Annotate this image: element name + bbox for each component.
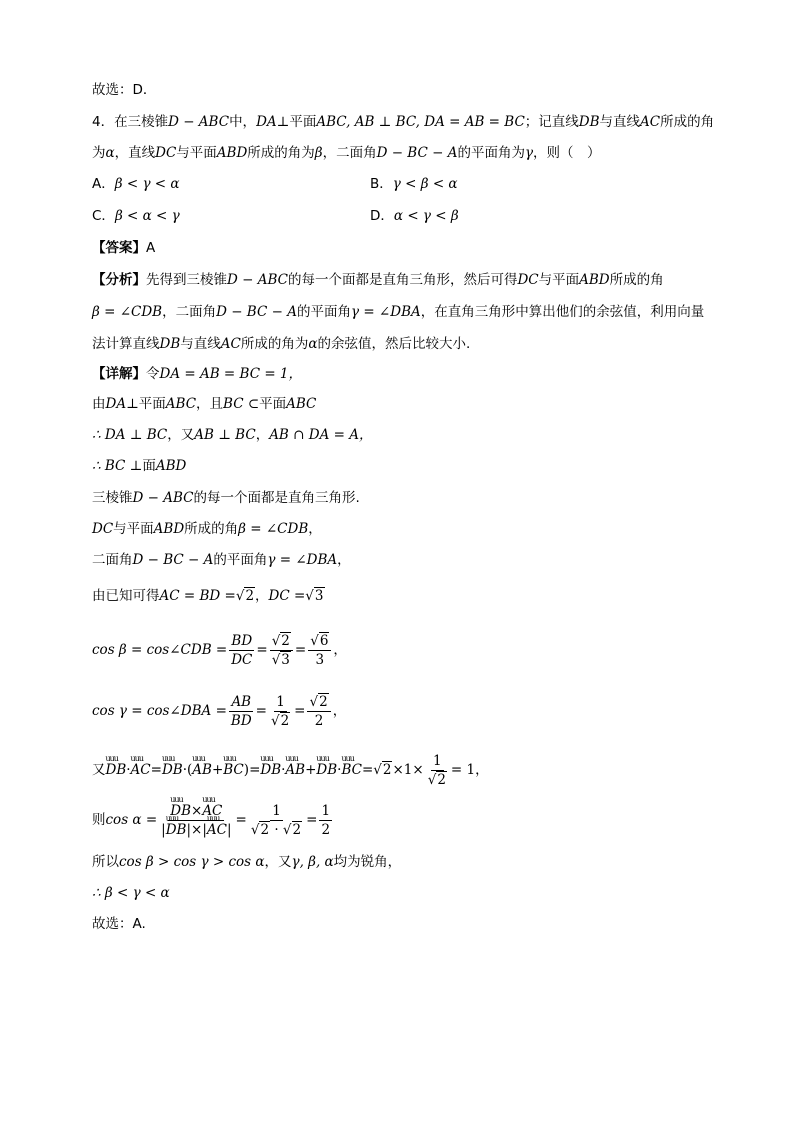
d-math: cos α = — [105, 812, 158, 828]
radicand: 3 — [281, 651, 290, 668]
d-text: ， — [337, 552, 351, 568]
cos-beta-equation — [92, 628, 347, 672]
vector-db: uuu DB — [162, 748, 183, 792]
vector-db: uuu DB — [166, 821, 187, 839]
detail-line-7 — [92, 550, 351, 570]
a-math: β = ∠CDB — [92, 304, 163, 320]
d-math: · — [281, 762, 286, 778]
fraction — [229, 632, 254, 669]
d-math: ∴ BC ⊥ — [92, 458, 143, 474]
d-text: ， — [308, 521, 322, 537]
option-label: C． — [92, 208, 115, 224]
numerator: 1 — [321, 802, 331, 819]
d-math: ABD — [155, 458, 187, 474]
d-text: 二面角 — [92, 552, 133, 568]
d-math: β = ∠CDB — [238, 521, 309, 537]
d-math: = — [256, 642, 268, 658]
d-text: 所成的角 — [184, 521, 239, 537]
a-math: DC — [517, 272, 539, 288]
a-text: 所成的角为 — [240, 336, 309, 352]
d-text: ， — [255, 427, 270, 443]
fraction — [308, 632, 331, 669]
analysis-line-1 — [92, 270, 664, 290]
previous-answer: 故选：D． — [92, 82, 157, 98]
a-text: 的每一个面都是直角三角形，然后可得 — [287, 272, 518, 288]
d-text: 令 — [146, 366, 160, 382]
d-math: ×1× — [392, 762, 424, 778]
analysis-tag: 【分析】 — [92, 272, 146, 288]
d-math: γ, β, α — [291, 854, 334, 870]
q-text: 的平面角为 — [457, 145, 525, 161]
radicand: 2 — [437, 771, 446, 788]
numerator: 1 — [276, 693, 285, 710]
d-math: DC — [92, 521, 114, 537]
vector-ac: uuu AC — [202, 802, 222, 820]
denominator: √2 — [427, 771, 446, 788]
detail-line-14 — [92, 883, 170, 903]
q-math: DC — [155, 145, 177, 161]
d-math: + — [211, 762, 224, 778]
fraction — [426, 752, 449, 789]
q-math: γ — [524, 145, 534, 161]
numerator: √2 — [270, 632, 293, 651]
analysis-line-2 — [92, 302, 704, 322]
vector-bc: uuu BC — [223, 748, 244, 792]
option-expr: α < γ < β — [393, 208, 459, 224]
d-math: D − BC − A — [132, 552, 214, 568]
radicand: 3 — [314, 588, 324, 604]
cos-gamma-equation — [92, 689, 346, 733]
vector-db: uuu DB — [170, 802, 191, 820]
q-math: ABC, AB ⊥ BC, DA = AB = BC — [316, 114, 525, 130]
d-math: DA⊥ — [105, 396, 139, 412]
fraction — [319, 802, 332, 839]
q-text: 与平面 — [176, 145, 217, 161]
vector-db: uuu DB — [106, 748, 127, 792]
answer-tag: 【答案】 — [92, 240, 146, 256]
fraction — [159, 802, 233, 839]
d-math: DC = — [268, 588, 306, 604]
a-text: 的平面角 — [296, 304, 351, 320]
radicand: 2 — [292, 821, 302, 838]
vector-db: uuu DB — [260, 748, 281, 792]
numerator: BD — [231, 632, 253, 649]
q-math: α — [105, 145, 115, 161]
d-math: DA = AB = BC = 1， — [159, 366, 303, 382]
fraction — [229, 693, 254, 730]
option-expr: γ < β < α — [392, 176, 458, 192]
d-math: = — [294, 642, 307, 658]
option-expr: β < α < γ — [114, 208, 180, 224]
sqrt-3: √3 — [305, 588, 324, 604]
d-math: AC = BD = — [159, 588, 236, 604]
radicand: 2 — [260, 821, 270, 838]
d-text: 平面 — [259, 396, 287, 412]
option-label: D． — [370, 208, 394, 224]
option-b — [370, 174, 458, 194]
detail-line-5 — [92, 488, 360, 508]
a-text: 的余弦值，然后比较大小. — [317, 336, 471, 352]
q-text: 中， — [229, 114, 257, 130]
question-line-2 — [92, 143, 601, 163]
d-math: BC ⊂ — [223, 396, 260, 412]
q-math: β — [314, 145, 323, 161]
fraction — [269, 693, 292, 730]
numerator: uuu DB×uuu AC — [168, 802, 224, 821]
option-a — [92, 174, 180, 194]
radicand: 2 — [319, 693, 328, 710]
q-text: 所成的角为 — [247, 145, 315, 161]
denominator: 2 — [314, 712, 324, 729]
d-text: 平面 — [138, 396, 166, 412]
detail-tag: 【详解】 — [92, 366, 146, 382]
detail-line-3 — [92, 425, 372, 445]
d-math: · — [182, 762, 187, 778]
dot-product-equation: 又uuu DB·uuu AC=uuu DB·(uuu AB+uuu BC)=uuu DB·uuu AB+uuu DB·uuu BC=√2×1× $\frac{1}{√2}$ = 1， — [92, 748, 489, 792]
d-text: 三棱锥 — [92, 490, 133, 506]
q-text: 为 — [92, 145, 106, 161]
vector-ab: uuu AB — [285, 748, 305, 792]
radicand: 2 — [245, 588, 255, 604]
q-math: AC — [640, 114, 661, 130]
d-math: = — [306, 812, 318, 828]
q-text: ，二面角 — [322, 145, 377, 161]
d-text: 则 — [92, 812, 106, 828]
a-text: 与直线 — [180, 336, 221, 352]
detail-line-13 — [92, 852, 401, 872]
detail-line-4 — [92, 456, 186, 476]
q-math: D − ABC — [168, 114, 230, 130]
a-text: ，二面角 — [162, 304, 217, 320]
a-math: D − BC − A — [216, 304, 297, 320]
a-math: γ = ∠DBA — [350, 304, 421, 320]
detail-line-1 — [92, 364, 302, 384]
vector-ab: uuu AB — [192, 748, 212, 792]
answer-line — [92, 238, 155, 258]
d-text: 的每一个面都是直角三角形. — [193, 490, 360, 506]
d-text: 的平面角 — [213, 552, 268, 568]
d-text: 由已知可得 — [92, 588, 160, 604]
vector-bc: uuu BC — [341, 748, 362, 792]
a-math: ABD — [579, 272, 610, 288]
cos-alpha-equation — [92, 798, 334, 842]
d-math: = — [255, 703, 267, 719]
option-d — [370, 206, 459, 226]
d-math: AB ⊥ BC — [194, 427, 256, 443]
radicand: 2 — [382, 762, 392, 778]
q-text: ，则（ ） — [533, 145, 601, 161]
q-text: 与直线 — [599, 114, 641, 130]
numerator: √2 — [307, 693, 330, 712]
a-text: 先得到三棱锥 — [146, 272, 227, 288]
d-math: = — [150, 762, 162, 778]
option-label: B． — [370, 176, 393, 192]
radicand: 2 — [281, 632, 290, 649]
denominator: 3 — [315, 651, 325, 668]
d-math: ∴ DA ⊥ BC — [92, 427, 168, 443]
fraction — [249, 802, 304, 839]
a-math: α — [308, 336, 318, 352]
option-label: A． — [92, 176, 115, 192]
q-text: 所成的角 — [660, 114, 715, 130]
numerator: AB — [231, 693, 252, 710]
numerator: 1 — [272, 802, 281, 819]
option-c — [92, 206, 180, 226]
d-math: D − ABC — [132, 490, 194, 506]
fraction — [307, 693, 330, 730]
final-answer: 故选：A. — [92, 916, 146, 932]
q-math: ABD — [216, 145, 248, 161]
d-math: = 1， — [450, 762, 489, 778]
fraction — [270, 632, 293, 669]
a-math: D − ABC — [227, 272, 288, 288]
detail-line-2 — [92, 394, 316, 414]
a-text: 所成的角 — [609, 272, 664, 288]
radicand: 6 — [319, 632, 329, 649]
vector-ac: uuu AC — [207, 821, 227, 839]
denominator: BD — [230, 712, 252, 729]
detail-line-8 — [92, 586, 325, 606]
a-text: 法计算直线 — [92, 336, 160, 352]
d-math: cos β = cos∠CDB = — [92, 642, 228, 658]
d-text: 又 — [92, 762, 106, 778]
d-text: ， — [255, 588, 269, 604]
d-math: + — [305, 762, 317, 778]
d-math: ∴ β < γ < α — [92, 885, 170, 901]
d-math: · — [126, 762, 131, 778]
sqrt-2: √2 — [235, 588, 255, 604]
denominator: √2 · √2 — [250, 821, 302, 838]
detail-line-6 — [92, 519, 322, 539]
a-text: 与平面 — [538, 272, 580, 288]
q-text: 4．在三棱锥 — [92, 114, 169, 130]
d-math: ABD — [153, 521, 185, 537]
d-text: ，又 — [264, 854, 292, 870]
a-text: ，在直角三角形中算出他们的余弦值，利用向量 — [420, 304, 705, 320]
q-math: DB — [578, 114, 600, 130]
denominator: DC — [231, 651, 253, 668]
d-math: · — [337, 762, 342, 778]
d-text: ， — [333, 642, 347, 658]
d-math: = — [361, 762, 374, 778]
answer-value: A — [146, 240, 156, 256]
d-math: AB ∩ DA = A， — [269, 427, 373, 443]
d-text: 与平面 — [113, 521, 154, 537]
d-math: ABC — [165, 396, 197, 412]
d-math: ABC — [286, 396, 317, 412]
q-math: DA⊥ — [256, 114, 290, 130]
d-math: = — [235, 812, 247, 828]
d-text: 均为锐角， — [333, 854, 402, 870]
numerator: 1 — [433, 752, 442, 769]
d-math: = — [294, 703, 306, 719]
a-math: AC — [220, 336, 241, 352]
d-text: 由 — [92, 396, 106, 412]
vector-ac: uuu AC — [131, 748, 151, 792]
d-math: cos γ = cos∠DBA = — [92, 703, 227, 719]
analysis-line-3 — [92, 334, 470, 354]
q-text: ；记直线 — [524, 114, 579, 130]
denominator: √2 — [270, 712, 290, 729]
vector-db: uuu DB — [316, 748, 337, 792]
d-text: 所以 — [92, 854, 119, 870]
d-text: ，且 — [196, 396, 224, 412]
q-math: D − BC − A — [376, 145, 458, 161]
d-text: ， — [332, 703, 347, 719]
radicand: 2 — [280, 712, 290, 729]
numerator: √6 — [308, 632, 331, 651]
sqrt-2: √2 — [373, 762, 392, 778]
a-math: DB — [159, 336, 181, 352]
d-text: 面 — [142, 458, 156, 474]
d-math: cos β > cos γ > cos α — [119, 854, 265, 870]
d-text: ，又 — [167, 427, 195, 443]
denominator: √3 — [271, 651, 290, 668]
denominator: 2 — [321, 821, 331, 838]
question-line-1 — [92, 112, 714, 132]
q-text: 平面 — [289, 114, 317, 130]
denominator: |uuu DB|×|uuu AC| — [159, 821, 233, 839]
d-math: γ = ∠DBA — [267, 552, 338, 568]
d-math: = — [249, 762, 261, 778]
option-expr: β < γ < α — [114, 176, 180, 192]
q-text: ，直线 — [114, 145, 156, 161]
